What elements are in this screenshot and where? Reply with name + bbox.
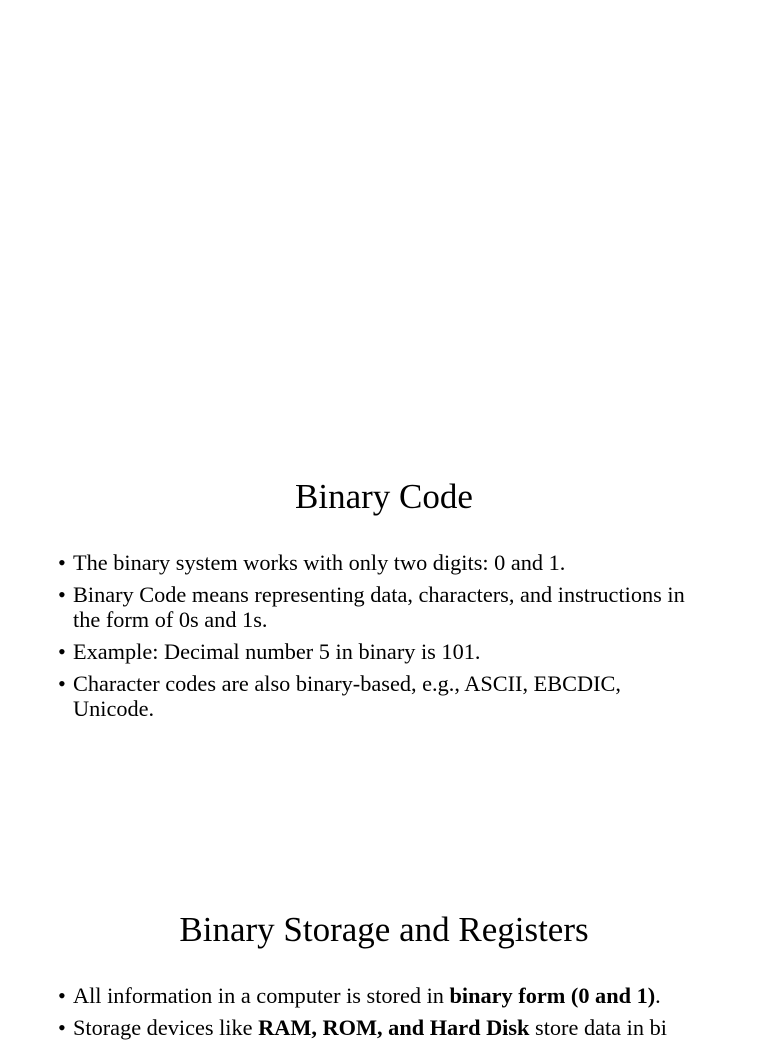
bullet-text-end: .	[655, 983, 661, 1008]
bullet-text-bold: RAM, ROM, and Hard Disk	[258, 1015, 530, 1040]
bullet-item	[58, 983, 697, 1008]
bullet-item	[58, 671, 697, 721]
bullet-list	[58, 983, 697, 1040]
bullet-item	[58, 1015, 697, 1040]
slide-binary-storage	[0, 740, 768, 1040]
bullet-icon: •	[58, 983, 66, 1008]
bullet-icon: •	[58, 671, 66, 696]
slide-title: Binary Code	[295, 477, 473, 516]
bullet-text: Storage devices like	[73, 1015, 253, 1040]
bullet-text: The binary system works with only two digits: 0 and 1.	[73, 550, 566, 575]
bullet-item	[58, 550, 697, 575]
bullet-text: Character codes are also binary-based, e.g., ASCII, EBCDIC, Unicode.	[73, 671, 621, 721]
bullet-icon: •	[58, 1015, 66, 1040]
bullet-icon: •	[58, 550, 66, 575]
slide-title: Binary Storage and Registers	[179, 910, 589, 949]
bullet-text: Binary Code means representing data, characters, and instructions in the form of 0s and 1s.	[73, 582, 685, 632]
bullet-text-end: store data in bi	[535, 1015, 667, 1040]
bullet-text: Example: Decimal number 5 in binary is 101.	[73, 639, 481, 664]
bullet-icon: •	[58, 582, 66, 607]
bullet-list	[58, 550, 697, 721]
bullet-text-bold: binary form (0 and 1)	[449, 983, 656, 1008]
bullet-text: All information in a computer is stored in	[73, 983, 444, 1008]
bullet-icon: •	[58, 639, 66, 664]
bullet-item	[58, 639, 697, 664]
bullet-item	[58, 582, 697, 632]
